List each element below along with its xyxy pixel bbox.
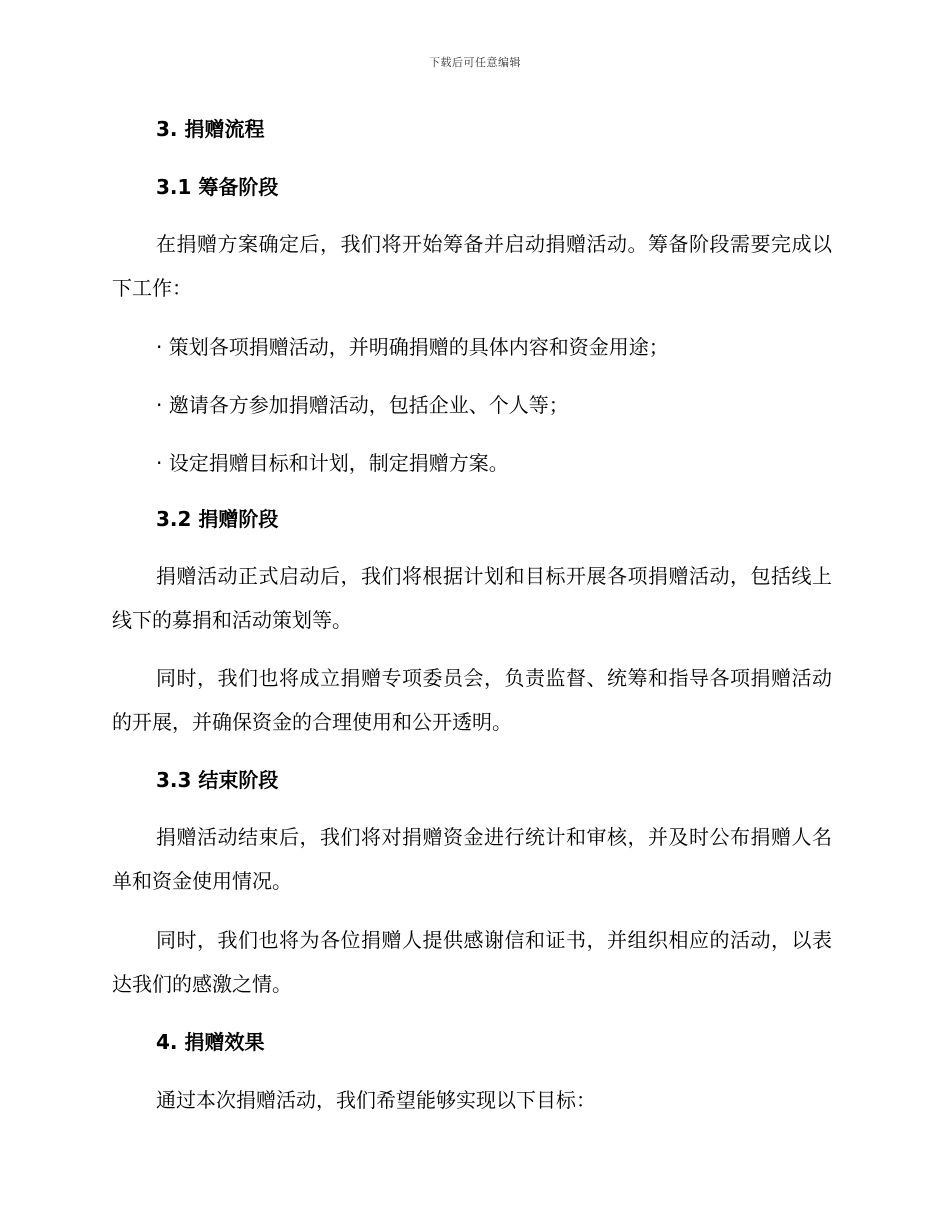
bullet-item-3: · 设定捐赠目标和计划，制定捐赠方案。 xyxy=(156,451,509,475)
section-3-3-heading: 3.3 结束阶段 xyxy=(156,768,279,792)
section-3-heading: 3. 捐赠流程 xyxy=(156,117,265,141)
section-3-1-heading: 3.1 筹备阶段 xyxy=(156,175,279,199)
bullet-item-2: · 邀请各方参加捐赠活动，包括企业、个人等； xyxy=(156,393,569,417)
section-3-3-paragraph-1: 捐赠活动结束后，我们将对捐赠资金进行统计和审核，并及时公布捐赠人名单和资金使用情况。 xyxy=(112,825,832,893)
section-3-3-paragraph-2: 同时，我们也将为各位捐赠人提供感谢信和证书，并组织相应的活动，以表达我们的感激之情。 xyxy=(112,928,832,996)
section-3-2-heading: 3.2 捐赠阶段 xyxy=(156,507,279,531)
section-3-1-paragraph: 在捐赠方案确定后，我们将开始筹备并启动捐赠活动。筹备阶段需要完成以下工作： xyxy=(112,232,832,300)
page-header: 下载后可任意编辑 xyxy=(429,56,521,69)
bullet-item-1: · 策划各项捐赠活动，并明确捐赠的具体内容和资金用途； xyxy=(156,335,669,359)
section-3-2-paragraph-2: 同时，我们也将成立捐赠专项委员会，负责监督、统筹和指导各项捐赠活动的开展，并确保资金的合理使用和公开透明。 xyxy=(112,666,832,734)
section-4-heading: 4. 捐赠效果 xyxy=(156,1030,265,1054)
section-3-2-paragraph-1: 捐赠活动正式启动后，我们将根据计划和目标开展各项捐赠活动，包括线上线下的募捐和活动策划等。 xyxy=(112,564,832,632)
section-4-paragraph: 通过本次捐赠活动，我们希望能够实现以下目标： xyxy=(156,1088,596,1112)
